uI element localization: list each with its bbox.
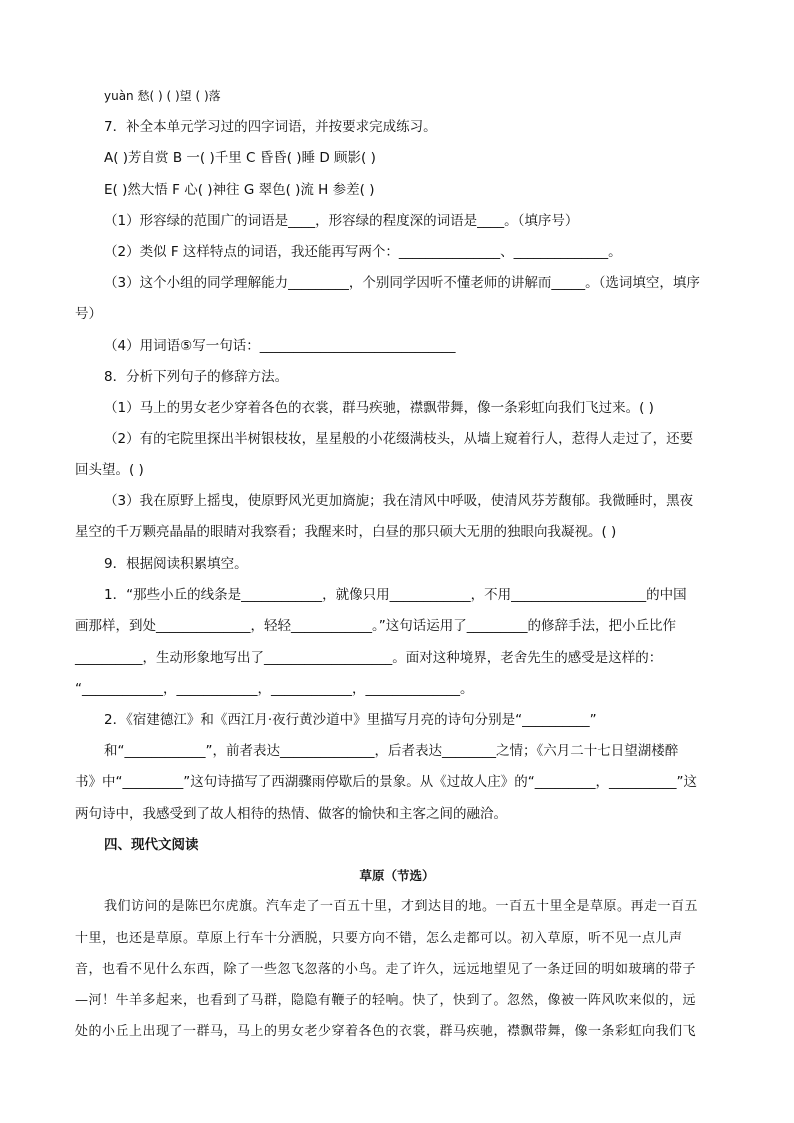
passage-line-5: 处的小丘上出现了一群马，马上的男女老少穿着各色的衣裳，群马疾驰，襟飘带舞，像一条彩虹向我们飞	[75, 1024, 697, 1039]
question-7-sub-3: （3）这个小组的同学理解能力_________，个别同学因听不懂老师的讲解而_____。（选词填空，填序	[104, 275, 700, 291]
question-7-row-2: E( )然大悟 F 心( )神往 G 翠色( )流 H 参差( )	[104, 182, 375, 198]
question-7-sub-1: （1）形容绿的范围广的词语是____，形容绿的程度深的词语是____。（填序号）	[104, 213, 579, 229]
question-7-row-1: A( )芳自赏 B 一( )千里 C 昏昏( )睡 D 顾影( )	[104, 150, 376, 166]
question-9-part-2-cont-c: 两句诗中，我感受到了故人相待的热情、做客的愉快和主客之间的融洽。	[75, 806, 507, 822]
question-9-part-2: 2．《宿建德江》和《西江月·夜行黄沙道中》里描写月亮的诗句分别是“__________”	[104, 712, 597, 728]
question-8-sub-3-cont: 星空的千万颗亮晶晶的眼睛对我察看；我醒来时，白昼的那只硕大无朋的独眼向我凝视。( )	[75, 524, 617, 540]
line-pinyin-blank: yuàn 愁( ) ( )望 ( )落	[104, 89, 221, 103]
passage-line-3: 音，也看不见什么东西，除了一些忽飞忽落的小鸟。走了许久，远远地望见了一条迂回的明如玻璃的带子	[75, 962, 697, 977]
passage-line-1: 我们访问的是陈巴尔虎旗。汽车走了一百五十里，才到达目的地。一百五十里全是草原。再走一百五	[104, 899, 699, 914]
question-9-part-2-cont-a: 和“____________”，前者表达______________，后者表达________之情；《六月二十七日望湖楼醉	[104, 743, 679, 759]
question-9-part-1-cont-c: “____________，____________，____________，______________。	[75, 681, 474, 697]
question-8-sub-2-cont: 回头望。( )	[75, 462, 144, 478]
question-9-part-1-cont-a: 画那样，到处______________，轻轻____________。”这句话运用了_________的修辞手法，把小丘比作	[75, 618, 676, 634]
question-8-sub-1: （1）马上的男女老少穿着各色的衣裳，群马疾驰，襟飘带舞，像一条彩虹向我们飞过来。( )	[104, 400, 654, 416]
question-7-sub-3-cont: 号）	[75, 306, 102, 322]
section-4-heading: 四、现代文阅读	[104, 837, 199, 853]
question-7-sub-2: （2）类似 F 这样特点的词语，我还能再写两个：_______________、______________。	[104, 244, 622, 260]
passage-line-4: —河！牛羊多起来，也看到了马群，隐隐有鞭子的轻响。快了，快到了。忽然，像被一阵风吹来似的，远	[75, 993, 697, 1008]
question-7-heading: 7．补全本单元学习过的四字词语，并按要求完成练习。	[104, 119, 437, 135]
question-8-heading: 8．分析下列句子的修辞方法。	[104, 369, 289, 385]
passage-title: 草原（节选）	[359, 868, 435, 883]
question-8-sub-2: （2）有的宅院里探出半树银枝妆，星星般的小花缀满枝头，从墙上窥着行人，惹得人走过了，还要	[104, 431, 694, 447]
question-9-part-1: 1．“那些小丘的线条是____________，就像只用____________，不用____________________的中国	[104, 587, 687, 603]
question-9-heading: 9．根据阅读积累填空。	[104, 556, 248, 572]
question-9-part-1-cont-b: __________，生动形象地写出了___________________。面对这种境界，老舍先生的感受是这样的：	[75, 650, 663, 666]
question-9-part-2-cont-b: 书》中“_________”这句诗描写了西湖骤雨停歇后的景象。从《过故人庄》的“_________，__________”这	[75, 774, 697, 790]
question-7-sub-4: （4）用词语⑤写一句话：_____________________________	[104, 338, 456, 354]
passage-line-2: 十里，也还是草原。草原上行车十分洒脱，只要方向不错，怎么走都可以。初入草原，听不见一点儿声	[75, 931, 683, 946]
question-8-sub-3: （3）我在原野上摇曳，使原野风光更加旖旎；我在清风中呼吸，使清风芬芳馥郁。我微睡时，黑夜	[104, 493, 694, 509]
